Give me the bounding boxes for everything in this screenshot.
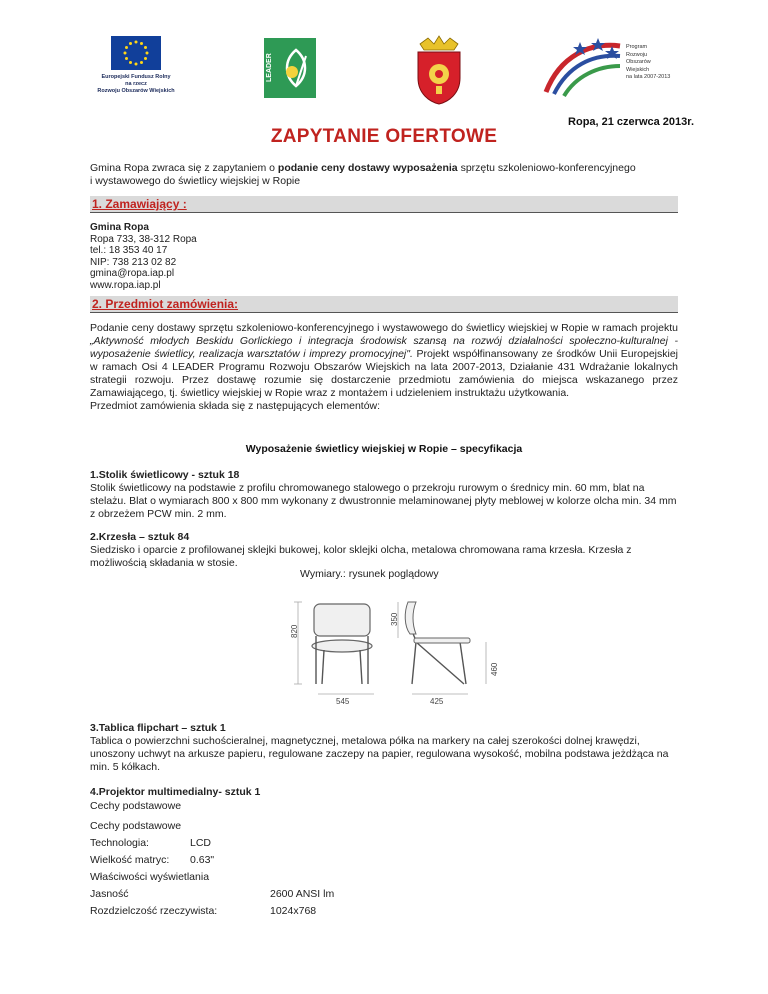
leader-text: LEADER xyxy=(266,53,273,83)
spec-item xyxy=(90,469,680,521)
intro-text: i wystawowego do świetlicy wiejskiej w Ropie xyxy=(90,175,301,187)
logo-bar xyxy=(0,30,768,130)
contact-address: Ropa 733, 38-312 Ropa xyxy=(90,233,197,245)
section-heading xyxy=(90,196,678,213)
intro-text: Gmina Ropa zwraca się z zapytaniem o xyxy=(90,162,278,174)
prow-text-line: na lata 2007-2013 xyxy=(626,74,671,80)
dimensions-label: Wymiary.: rysunek poglądowy xyxy=(300,568,439,580)
projector-heading: Cechy podstawowe xyxy=(90,820,182,832)
prow-text-line: Program xyxy=(626,44,648,50)
document-date: Ropa, 21 czerwca 2013r. xyxy=(568,116,694,128)
dim-height: 820 xyxy=(290,624,299,638)
contact-phone: tel.: 18 353 40 17 xyxy=(90,245,168,256)
prow-text-line: Obszarów xyxy=(626,59,651,65)
prow-logo xyxy=(540,36,690,106)
eu-logo xyxy=(86,36,186,95)
projector-heading: Cechy podstawowe xyxy=(90,800,182,812)
crest-icon xyxy=(414,34,464,106)
eu-text-line: Europejski Fundusz Rolny xyxy=(101,74,171,80)
spec-item xyxy=(90,722,680,774)
chair-drawing xyxy=(290,598,500,718)
spec-value: LCD xyxy=(190,837,212,849)
item-title: 2.Krzesła – sztuk 84 xyxy=(90,531,190,543)
intro-bold: podanie ceny dostawy wyposażenia xyxy=(277,162,458,174)
spec-value: 1024x768 xyxy=(270,905,317,917)
item-text: Tablica o powierzchni suchościeralnej, magnetycznej, metalowa półka na markery na całej szerokości dolnej krawędzi, unoszony uchwyt na arkusze papieru, regulowane zaczepy na papier, regulowana wysokość, mobilna podstawa jeżdżąca na min. 5 kółkach. xyxy=(90,735,669,773)
eu-text-line: na rzecz xyxy=(125,81,147,87)
spec-label: Technologia: xyxy=(90,837,149,849)
eu-text-line: Rozwoju Obszarów Wiejskich xyxy=(97,88,175,94)
spec-value: 2600 ANSI lm xyxy=(270,888,335,900)
spec-value: 0.63" xyxy=(190,854,215,866)
spec-title: Wyposażenie świetlicy wiejskiej w Ropie – specyfikacja xyxy=(245,443,523,455)
section-title: 2. Przedmiot zamówienia: xyxy=(92,297,239,311)
contact-website: www.ropa.iap.pl xyxy=(90,279,161,291)
projector-heading: Właściwości wyświetlania xyxy=(90,871,210,883)
intro-text: sprzętu szkoleniowo-konferencyjnego xyxy=(457,162,636,174)
spec-label: Wielkość matryc: xyxy=(90,854,170,866)
project-name: „Aktywność młodych Beskidu Gorlickiego i integracja środowisk szansą na rozwój działalności społeczno-kulturalnej - wyposażenie świetlicy, realizacja warsztatów i imprezy promocyjnej". xyxy=(90,335,678,360)
dim-seat-height: 460 xyxy=(490,662,499,676)
prow-text-line: Rozwoju xyxy=(626,51,648,58)
body-text: Przedmiot zamówienia składa się z następujących elementów: xyxy=(90,400,381,412)
spec-item xyxy=(90,531,680,570)
contact-nip: NIP: 738 213 02 82 xyxy=(90,256,177,268)
body-text: Projekt współfinansowany ze środków Unii Europejskiej w ramach Osi 4 LEADER Programu Rozwoju Obszarów Wiejskich na lata 2007-2013, Działanie 431 Wdrażanie lokalnych strategii rozwoju. Przez dostawę rozumie się dostarczenie przedmiotu zamówienia do miejsca wskazanego przez Zamawiającego, tj. świetlicy wiejskiej w Ropie wraz z montażem i udzieleniem instruktażu użytkowania. xyxy=(90,348,679,399)
eu-flag-icon xyxy=(111,36,161,70)
leaf-icon xyxy=(278,46,314,90)
dim-back: 350 xyxy=(390,612,399,626)
item-title: 3.Tablica flipchart – sztuk 1 xyxy=(90,722,226,734)
dim-width: 545 xyxy=(336,697,350,706)
section-title: 1. Zamawiający : xyxy=(92,197,187,211)
leader-logo xyxy=(264,38,316,98)
contact-block xyxy=(90,222,197,291)
prow-emblem-icon xyxy=(540,36,624,100)
prow-text-line: Wiejskich xyxy=(626,66,650,73)
dim-depth: 425 xyxy=(430,697,444,706)
spec-label: Jasność xyxy=(90,888,129,900)
intro-paragraph xyxy=(90,162,690,188)
item-text: Stolik świetlicowy na podstawie z profilu chromowanego stalowego o przekroju rurowym o średnicy min. 60 mm, blat na stelażu. Blat o wymiarach 800 x 800 mm wykonany z dwustronnie melaminowanej płyty meblowej w kolorze olcha min. 34 mm z obrzeżem PCW min. 2 mm. xyxy=(90,482,677,520)
contact-email: gmina@ropa.iap.pl xyxy=(90,268,175,279)
item-title: 1.Stolik świetlicowy - sztuk 18 xyxy=(90,469,240,481)
contact-name: Gmina Ropa xyxy=(90,222,149,233)
spec-item xyxy=(90,786,680,799)
coat-of-arms-logo xyxy=(414,34,464,106)
order-description xyxy=(90,322,678,413)
body-text: Podanie ceny dostawy sprzętu szkoleniowo-konferencyjnego i wystawowego do świetlicy wiejskiej w Ropie w ramach projektu xyxy=(90,322,678,334)
spec-label: Rozdzielczość rzeczywista: xyxy=(90,905,218,917)
document-title: ZAPYTANIE OFERTOWE xyxy=(270,126,498,147)
item-text: Siedzisko i oparcie z profilowanej sklejki bukowej, kolor sklejki olcha, metalowa chromowana rama krzesła. Krzesła z możliwością składania w stosie. xyxy=(90,544,632,569)
section-heading xyxy=(90,296,678,313)
item-title: 4.Projektor multimedialny- sztuk 1 xyxy=(90,786,261,798)
